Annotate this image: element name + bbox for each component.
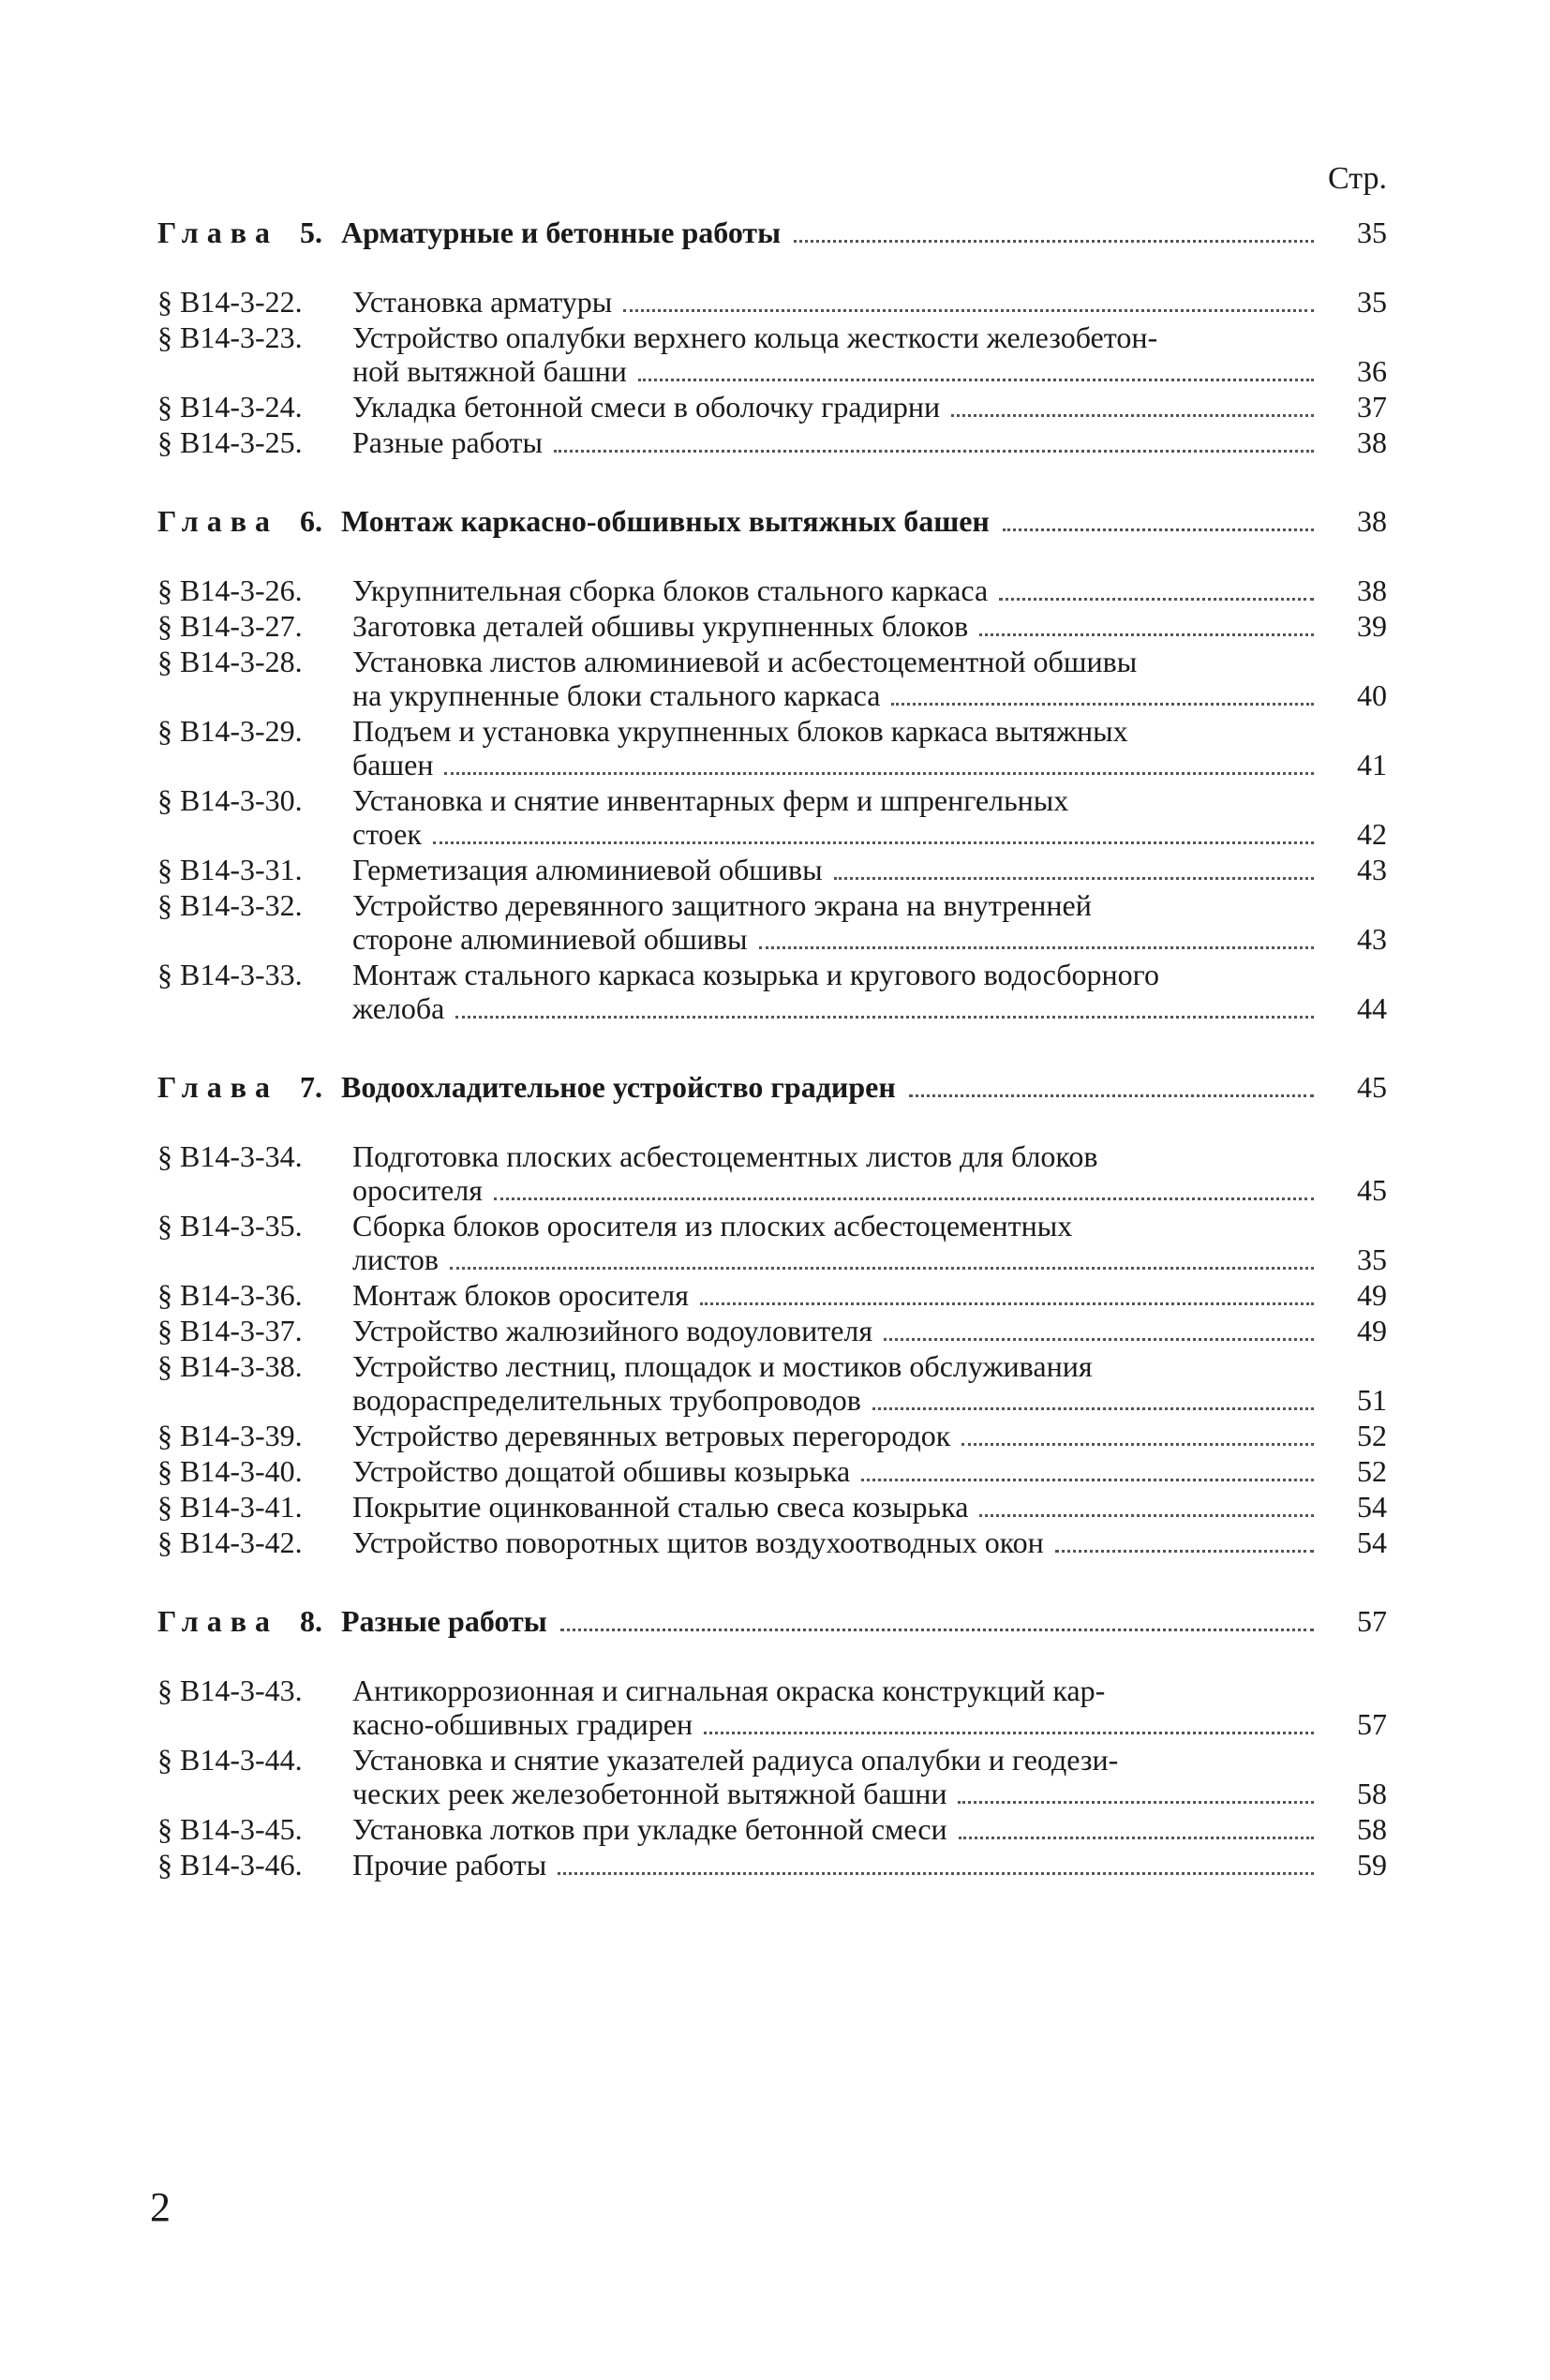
entry-title: Укладка бетонной смеси в оболочку градирни bbox=[352, 390, 941, 424]
dot-leader bbox=[554, 450, 1314, 453]
page-column-header: Стр. bbox=[1327, 161, 1387, 196]
dot-leader bbox=[959, 1837, 1314, 1839]
entry-title: Установка и снятие указателей радиуса опалубки и геодези- bbox=[352, 1743, 1119, 1777]
entry-title: оросителя bbox=[352, 1173, 483, 1207]
entry-body bbox=[352, 1812, 1387, 1848]
entry-page-number: 49 bbox=[1357, 1278, 1387, 1312]
entry-title: Устройство деревянных ветровых перегородок bbox=[352, 1419, 951, 1452]
entry-line bbox=[352, 958, 1387, 991]
entry-title: Покрытие оцинкованной сталью свеса козырька bbox=[352, 1490, 969, 1524]
dot-leader bbox=[560, 1629, 1314, 1631]
toc-entry bbox=[157, 1349, 1387, 1419]
entry-body bbox=[352, 1848, 1387, 1883]
chapter-title: Арматурные и бетонные работы bbox=[341, 216, 782, 249]
entry-line bbox=[352, 922, 1387, 958]
section-number: § В14-3-46. bbox=[157, 1848, 303, 1882]
entry-body bbox=[352, 1139, 1387, 1209]
entry-page-number: 38 bbox=[1357, 425, 1387, 459]
entry-line bbox=[352, 1525, 1387, 1561]
toc-entry bbox=[157, 1139, 1387, 1209]
entry-body bbox=[352, 285, 1387, 320]
entry-line bbox=[352, 320, 1387, 354]
toc-entry bbox=[157, 573, 1387, 609]
toc-entry bbox=[157, 958, 1387, 1027]
dot-leader bbox=[1003, 528, 1314, 531]
entry-page-number: 52 bbox=[1357, 1419, 1387, 1452]
dot-leader bbox=[558, 1872, 1314, 1875]
entry-title: Устройство опалубки верхнего кольца жесткости железобетон- bbox=[352, 320, 1158, 354]
dot-leader bbox=[961, 1443, 1314, 1446]
entry-page-number: 49 bbox=[1357, 1314, 1387, 1347]
section-number: § В14-3-23. bbox=[157, 320, 303, 354]
entry-body bbox=[352, 1673, 1387, 1743]
dot-leader bbox=[979, 633, 1314, 636]
dot-leader bbox=[638, 379, 1314, 381]
entry-title: Подъем и установка укрупненных блоков каркаса вытяжных bbox=[352, 714, 1128, 748]
entry-title: водораспределительных трубопроводов bbox=[352, 1383, 861, 1417]
entry-title: Сборка блоков оросителя из плоских асбестоцементных bbox=[352, 1209, 1073, 1242]
toc-entry bbox=[157, 645, 1387, 714]
section-number: § В14-3-32. bbox=[157, 888, 303, 922]
section-number: § В14-3-22. bbox=[157, 285, 303, 319]
entry-title: Устройство жалюзийного водоуловителя bbox=[352, 1314, 873, 1347]
chapter-number: 5. bbox=[300, 216, 322, 249]
chapter-word: Глава bbox=[157, 216, 278, 249]
entry-body bbox=[352, 1743, 1387, 1812]
entry-title: касно-обшивных градирен bbox=[352, 1707, 693, 1741]
toc-entry bbox=[157, 285, 1387, 320]
entry-page-number: 54 bbox=[1357, 1490, 1387, 1524]
section-number: § В14-3-34. bbox=[157, 1139, 303, 1173]
chapter-word: Глава bbox=[157, 504, 278, 538]
entry-title: ческих реек железобетонной вытяжной башни bbox=[352, 1777, 947, 1810]
entry-page-number: 58 bbox=[1357, 1812, 1387, 1846]
entry-line bbox=[352, 285, 1387, 320]
entry-line bbox=[352, 1812, 1387, 1848]
entry-page-number: 52 bbox=[1357, 1454, 1387, 1488]
chapter-heading bbox=[157, 504, 1387, 540]
entry-line bbox=[352, 1777, 1387, 1812]
dot-leader bbox=[794, 240, 1314, 243]
entry-title: Монтаж стального каркаса козырька и кругового водосборного bbox=[352, 958, 1159, 991]
entry-page-number: 42 bbox=[1357, 817, 1387, 851]
section-number: § В14-3-40. bbox=[157, 1454, 303, 1488]
dot-leader bbox=[455, 1016, 1314, 1019]
section-number: § В14-3-33. bbox=[157, 958, 303, 991]
dot-leader bbox=[494, 1197, 1314, 1200]
entry-body bbox=[352, 888, 1387, 958]
dot-leader bbox=[951, 414, 1314, 417]
entry-body bbox=[352, 609, 1387, 645]
page-number: 2 bbox=[150, 2184, 171, 2230]
entry-line bbox=[352, 888, 1387, 922]
entry-title: стороне алюминиевой обшивы bbox=[352, 922, 748, 956]
toc-entry bbox=[157, 1209, 1387, 1278]
entry-line bbox=[352, 1349, 1387, 1383]
dot-leader bbox=[700, 1302, 1314, 1305]
chapter-page-number: 35 bbox=[1357, 216, 1387, 249]
entry-page-number: 44 bbox=[1357, 991, 1387, 1025]
dot-leader bbox=[861, 1479, 1314, 1481]
entry-page-number: 59 bbox=[1357, 1848, 1387, 1882]
entry-title: башен bbox=[352, 748, 434, 781]
chapter-heading bbox=[157, 1604, 1387, 1640]
toc-entry bbox=[157, 1419, 1387, 1454]
dot-leader bbox=[834, 877, 1314, 880]
entry-body bbox=[352, 390, 1387, 425]
entry-page-number: 51 bbox=[1357, 1383, 1387, 1417]
chapter-page-number: 45 bbox=[1357, 1070, 1387, 1104]
entry-title: Установка арматуры bbox=[352, 285, 613, 319]
entry-page-number: 40 bbox=[1357, 678, 1387, 712]
entry-title: Прочие работы bbox=[352, 1848, 547, 1882]
toc-entry bbox=[157, 853, 1387, 888]
section-number: § В14-3-24. bbox=[157, 390, 303, 424]
section-number: § В14-3-25. bbox=[157, 425, 303, 459]
entry-title: Устройство деревянного защитного экрана на внутренней bbox=[352, 888, 1092, 922]
chapter-page-number: 57 bbox=[1357, 1604, 1387, 1638]
entry-line bbox=[352, 645, 1387, 678]
dot-leader bbox=[958, 1801, 1314, 1804]
dot-leader bbox=[433, 841, 1314, 844]
dot-leader bbox=[450, 1267, 1314, 1270]
section-number: § В14-3-44. bbox=[157, 1743, 303, 1777]
toc-entry bbox=[157, 1454, 1387, 1490]
entry-page-number: 43 bbox=[1357, 922, 1387, 956]
entry-title: стоек bbox=[352, 817, 422, 851]
toc-entry bbox=[157, 1743, 1387, 1812]
section-number: § В14-3-43. bbox=[157, 1673, 303, 1707]
entry-title: Монтаж блоков оросителя bbox=[352, 1278, 689, 1312]
entry-title: Заготовка деталей обшивы укрупненных блоков bbox=[352, 609, 969, 643]
chapter-page-number: 38 bbox=[1357, 504, 1387, 538]
section-number: § В14-3-31. bbox=[157, 853, 303, 886]
dot-leader bbox=[759, 946, 1314, 949]
dot-leader bbox=[909, 1094, 1314, 1097]
toc-entry bbox=[157, 1490, 1387, 1525]
section-number: § В14-3-26. bbox=[157, 573, 303, 607]
toc-entry bbox=[157, 1848, 1387, 1883]
entry-body bbox=[352, 958, 1387, 1027]
entry-line bbox=[352, 354, 1387, 390]
toc-entry bbox=[157, 1525, 1387, 1561]
entry-page-number: 38 bbox=[1357, 573, 1387, 607]
entry-line bbox=[352, 1242, 1387, 1278]
entry-title: на укрупненные блоки стального каркаса bbox=[352, 678, 881, 712]
entry-line bbox=[352, 991, 1387, 1027]
toc-entry bbox=[157, 609, 1387, 645]
toc-entry bbox=[157, 390, 1387, 425]
entry-line bbox=[352, 1490, 1387, 1525]
entry-line bbox=[352, 425, 1387, 461]
entry-line bbox=[352, 609, 1387, 645]
entry-page-number: 57 bbox=[1357, 1707, 1387, 1741]
entry-line bbox=[352, 678, 1387, 714]
entry-body bbox=[352, 1419, 1387, 1454]
chapter-number: 7. bbox=[300, 1070, 322, 1104]
entry-page-number: 35 bbox=[1357, 1242, 1387, 1276]
entry-line bbox=[352, 1278, 1387, 1314]
entry-line bbox=[352, 573, 1387, 609]
entry-line bbox=[352, 1139, 1387, 1173]
entry-page-number: 36 bbox=[1357, 354, 1387, 388]
entry-page-number: 45 bbox=[1357, 1173, 1387, 1207]
chapter-heading bbox=[157, 1070, 1387, 1106]
entry-title: желоба bbox=[352, 991, 445, 1025]
table-of-contents bbox=[157, 216, 1387, 1883]
entry-page-number: 35 bbox=[1357, 285, 1387, 319]
entry-body bbox=[352, 1454, 1387, 1490]
toc-entry bbox=[157, 714, 1387, 783]
entry-title: Подготовка плоских асбестоцементных листов для блоков bbox=[352, 1139, 1098, 1173]
entry-line bbox=[352, 1707, 1387, 1743]
entry-body bbox=[352, 1278, 1387, 1314]
entry-body bbox=[352, 1525, 1387, 1561]
entry-title: Устройство дощатой обшивы козырька bbox=[352, 1454, 851, 1488]
toc-entry bbox=[157, 783, 1387, 853]
entry-body bbox=[352, 1490, 1387, 1525]
dot-leader bbox=[884, 1338, 1314, 1341]
entry-line bbox=[352, 853, 1387, 888]
section-number: § В14-3-37. bbox=[157, 1314, 303, 1347]
entry-body bbox=[352, 783, 1387, 853]
section-number: § В14-3-28. bbox=[157, 645, 303, 678]
entry-title: Герметизация алюминиевой обшивы bbox=[352, 853, 823, 886]
section-number: § В14-3-27. bbox=[157, 609, 303, 643]
toc-entry bbox=[157, 1673, 1387, 1743]
entry-body bbox=[352, 1209, 1387, 1278]
dot-leader bbox=[872, 1407, 1314, 1410]
entry-line bbox=[352, 1743, 1387, 1777]
entry-line bbox=[352, 1314, 1387, 1349]
entry-body bbox=[352, 714, 1387, 783]
entry-title: Устройство поворотных щитов воздухоотводных окон bbox=[352, 1525, 1044, 1559]
section-number: § В14-3-45. bbox=[157, 1812, 303, 1846]
entry-line bbox=[352, 1209, 1387, 1242]
chapter-title: Монтаж каркасно-обшивных вытяжных башен bbox=[341, 504, 990, 538]
entry-line bbox=[352, 390, 1387, 425]
entry-page-number: 41 bbox=[1357, 748, 1387, 781]
chapter-title: Разные работы bbox=[341, 1604, 547, 1638]
section-number: § В14-3-41. bbox=[157, 1490, 303, 1524]
chapter-word: Глава bbox=[157, 1604, 278, 1638]
toc-entry bbox=[157, 1812, 1387, 1848]
dot-leader bbox=[1055, 1550, 1314, 1553]
entry-line bbox=[352, 817, 1387, 853]
entry-page-number: 54 bbox=[1357, 1525, 1387, 1559]
chapter-number: 6. bbox=[300, 504, 322, 538]
entry-line bbox=[352, 1173, 1387, 1209]
entry-line bbox=[352, 714, 1387, 748]
toc-entry bbox=[157, 425, 1387, 461]
entry-title: листов bbox=[352, 1242, 439, 1276]
entry-line bbox=[352, 1673, 1387, 1707]
section-number: § В14-3-30. bbox=[157, 783, 303, 817]
dot-leader bbox=[891, 703, 1314, 706]
toc-entry bbox=[157, 888, 1387, 958]
entry-page-number: 37 bbox=[1357, 390, 1387, 424]
section-number: § В14-3-42. bbox=[157, 1525, 303, 1559]
entry-body bbox=[352, 645, 1387, 714]
chapter-number: 8. bbox=[300, 1604, 322, 1638]
entry-page-number: 58 bbox=[1357, 1777, 1387, 1810]
entry-title: ной вытяжной башни bbox=[352, 354, 627, 388]
section-number: § В14-3-36. bbox=[157, 1278, 303, 1312]
entry-line bbox=[352, 1454, 1387, 1490]
chapter-word: Глава bbox=[157, 1070, 278, 1104]
dot-leader bbox=[999, 598, 1314, 601]
dot-leader bbox=[704, 1732, 1314, 1734]
dot-leader bbox=[979, 1514, 1314, 1517]
entry-body bbox=[352, 1314, 1387, 1349]
entry-title: Укрупнительная сборка блоков стального каркаса bbox=[352, 573, 989, 607]
entry-title: Разные работы bbox=[352, 425, 544, 459]
entry-body bbox=[352, 320, 1387, 390]
chapter-heading bbox=[157, 216, 1387, 251]
chapter-title: Водоохладительное устройство градирен bbox=[341, 1070, 896, 1104]
entry-line bbox=[352, 783, 1387, 817]
entry-body bbox=[352, 573, 1387, 609]
entry-body bbox=[352, 425, 1387, 461]
entry-body bbox=[352, 1349, 1387, 1419]
section-number: § В14-3-38. bbox=[157, 1349, 303, 1383]
section-number: § В14-3-29. bbox=[157, 714, 303, 748]
entry-page-number: 39 bbox=[1357, 609, 1387, 643]
dot-leader bbox=[623, 309, 1314, 312]
entry-line bbox=[352, 748, 1387, 783]
entry-title: Антикоррозионная и сигнальная окраска конструкций кар- bbox=[352, 1673, 1106, 1707]
dot-leader bbox=[444, 772, 1314, 775]
toc-entry bbox=[157, 320, 1387, 390]
entry-title: Установка лотков при укладке бетонной смеси bbox=[352, 1812, 947, 1846]
entry-body bbox=[352, 853, 1387, 888]
toc-entry bbox=[157, 1314, 1387, 1349]
entry-line bbox=[352, 1848, 1387, 1883]
section-number: § В14-3-39. bbox=[157, 1419, 303, 1452]
entry-line bbox=[352, 1383, 1387, 1419]
entry-title: Установка листов алюминиевой и асбестоцементной обшивы bbox=[352, 645, 1138, 678]
toc-entry bbox=[157, 1278, 1387, 1314]
entry-line bbox=[352, 1419, 1387, 1454]
entry-page-number: 43 bbox=[1357, 853, 1387, 886]
section-number: § В14-3-35. bbox=[157, 1209, 303, 1242]
entry-title: Установка и снятие инвентарных ферм и шпренгельных bbox=[352, 783, 1069, 817]
entry-title: Устройство лестниц, площадок и мостиков обслуживания bbox=[352, 1349, 1093, 1383]
